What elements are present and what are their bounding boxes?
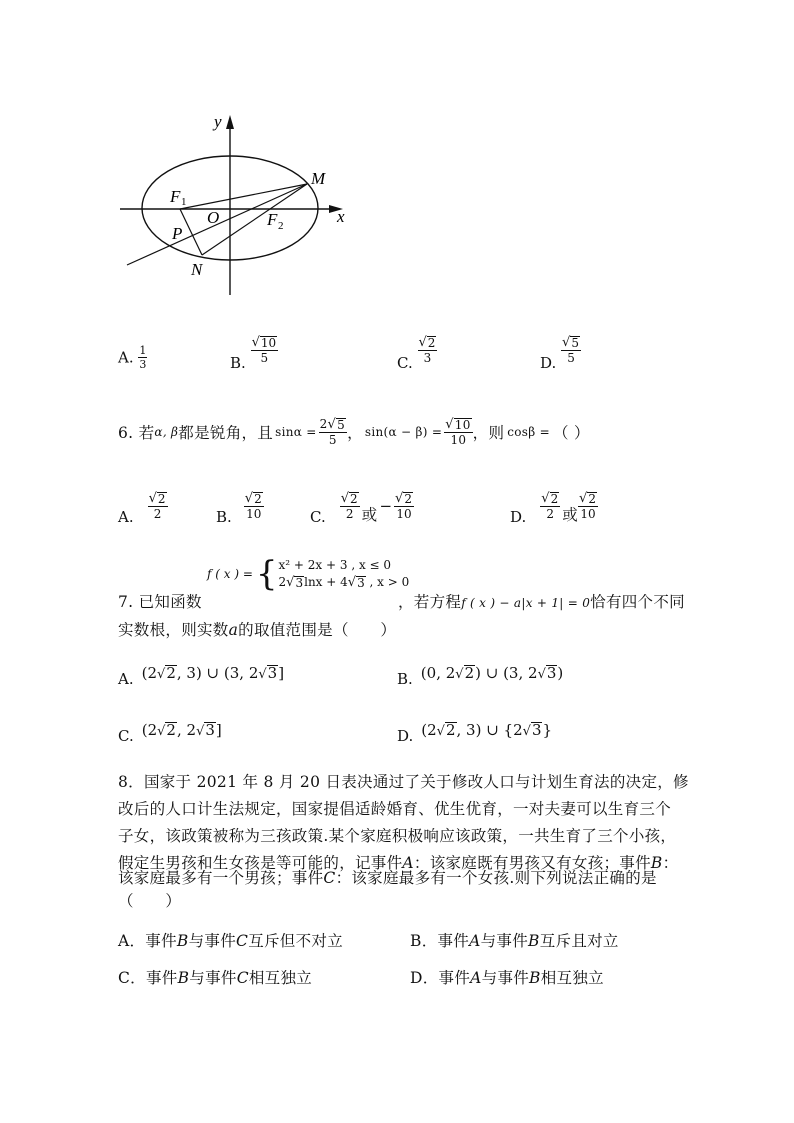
- q6-option-d[interactable]: D. √ 2 2 或 √ 2 10: [510, 491, 596, 526]
- left-brace: {: [255, 554, 278, 594]
- option-letter: D.: [540, 354, 557, 372]
- q7-option-a[interactable]: A. (2 √ 2 , 3) ∪ (3, 2 √ 3 ]: [118, 664, 285, 688]
- q5-option-a[interactable]: [118, 345, 147, 370]
- q5-option-b[interactable]: [230, 336, 278, 372]
- q8-line-4: 假定生男孩和生女孩是等可能的，记事件A：该家庭既有男孩又有女孩；事件B：: [118, 854, 679, 872]
- option-letter: C.: [397, 354, 413, 372]
- fraction: $\frac{1}{3}$: [139, 344, 147, 371]
- q5-option-d[interactable]: [540, 336, 581, 372]
- q7-piecewise-function: f ( x ) = { x² + 2x + 3 , x ≤ 0 2 √ 3 lnx + 4 √ 3 , x > 0: [207, 554, 410, 594]
- q8-option-b[interactable]: B．事件A与事件B互斥且对立: [410, 932, 619, 950]
- label-o: O: [207, 208, 220, 227]
- option-letter: B.: [230, 354, 246, 372]
- fraction: 2 √ 5 5: [319, 417, 346, 447]
- q7-stem-line2: 实数根，则实数a的取值范围是（ ）: [118, 621, 397, 639]
- y-axis-arrow: [226, 115, 234, 129]
- q8-option-a[interactable]: A．事件B与事件C互斥但不对立: [118, 932, 343, 950]
- label-y: y: [214, 112, 222, 131]
- label-f1: F: [170, 187, 181, 206]
- label-f1-sub: 1: [181, 196, 187, 208]
- q8-option-c[interactable]: C．事件B与事件C相互独立: [118, 969, 313, 987]
- q7-option-d[interactable]: D. (2 √ 2 , 3) ∪ {2 √ 3 }: [397, 721, 553, 745]
- q6-option-a[interactable]: A. √ 2 2: [118, 491, 166, 526]
- line-f1-n: [180, 209, 202, 255]
- label-f2-sub: 2: [278, 220, 284, 232]
- q8-option-d[interactable]: D．事件A与事件B相互独立: [410, 969, 604, 987]
- q8-line-6: （ ）: [118, 892, 182, 910]
- q6-option-b[interactable]: B. √ 2 10: [216, 491, 262, 526]
- fraction: √ 2 3: [418, 335, 436, 365]
- q6-stem: 6. 若 α, β 都是锐角，且 sinα = 2 √ 5 5 ， sin(α − β) = √ 10 10 ，则 cosβ = （ ）: [118, 417, 590, 447]
- q8-line-1: 8．国家于 2021 年 8 月 20 日表决通过了关于修改人口与计划生育法的决定，修: [118, 773, 689, 791]
- fraction: √ 10 10: [445, 417, 471, 447]
- option-letter: A.: [118, 348, 134, 367]
- fraction: √ 5 5: [562, 335, 579, 365]
- q8-line-3: 子女，该政策被称为三孩政策.某个家庭积极响应该政策，一共生育了三个小孩，: [118, 827, 677, 845]
- label-n: N: [191, 260, 203, 279]
- ellipse-figure: [115, 105, 365, 300]
- q5-option-c[interactable]: [397, 336, 437, 372]
- q7-option-c[interactable]: C. (2 √ 2 , 2 √ 3 ]: [118, 721, 222, 745]
- q6-option-c[interactable]: C. √ 2 2 或 − √ 2 10: [310, 491, 412, 526]
- q8-line-2: 改后的人口计生法规定，国家提倡适龄婚育、优生优育，一对夫妻可以生育三个: [118, 800, 672, 818]
- label-m: M: [311, 169, 326, 188]
- q7-option-b[interactable]: B. (0, 2 √ 2 ) ∪ (3, 2 √ 3 ): [397, 664, 564, 688]
- label-x: x: [337, 207, 345, 226]
- q8-line-5: 该家庭最多有一个男孩；事件C：该家庭最多有一个女孩.则下列说法正确的是: [118, 869, 657, 887]
- fraction: √ 10 5: [251, 335, 277, 365]
- q7-stem-line1: 7. 已知函数 ，若方程f ( x ) − a|x + 1| = 0恰有四个不同: [118, 593, 685, 611]
- label-f2: F: [267, 210, 278, 229]
- label-p: P: [172, 224, 183, 243]
